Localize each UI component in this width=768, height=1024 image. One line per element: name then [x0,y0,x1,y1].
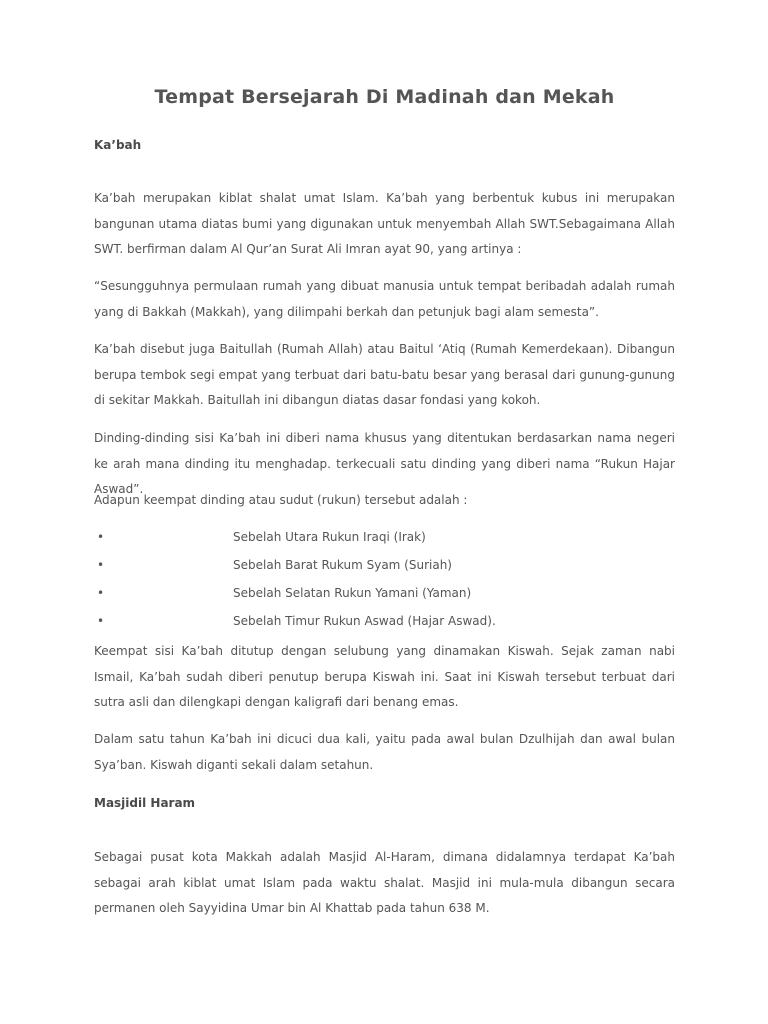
bullet-icon: • [97,614,105,628]
list-item [94,524,675,550]
bullet-icon: • [97,530,105,544]
list-item [94,608,675,634]
list-item [94,552,675,578]
paragraph: Adapun keempat dinding atau sudut (rukun) tersebut adalah : [94,493,468,507]
paragraph: Ka’bah disebut juga Baitullah (Rumah Allah) atau Baitul ‘Atiq (Rumah Kemerdekaan). Dibangun berupa tembok segi empat yang terbuat dari batu-batu besar yang berasal dari gunung-gunung di sekitar Makkah. Baitullah ini dibangun diatas dasar fondasi yang kokoh. [94,342,675,407]
list-item-text: Sebelah Barat Rukum Syam (Suriah) [233,558,452,572]
list-item [94,580,675,606]
paragraph: Sebagai pusat kota Makkah adalah Masjid Al-Haram, dimana didalamnya terdapat Ka’bah sebagai arah kiblat umat Islam pada waktu shalat. Masjid ini mula-mula dibangun secara permanen oleh Sayyidina Umar bin Al Khattab pada tahun 638 M. [94,850,675,915]
bullet-icon: • [97,558,105,572]
paragraph: Dalam satu tahun Ka’bah ini dicuci dua kali, yaitu pada awal bulan Dzulhijah dan awal bulan Sya’ban. Kiswah diganti sekali dalam setahun. [94,732,675,772]
paragraph: “Sesungguhnya permulaan rumah yang dibuat manusia untuk tempat beribadah adalah rumah yang di Bakkah (Makkah), yang dilimpahi berkah dan petunjuk bagi alam semesta”. [94,279,675,319]
list-item-text: Sebelah Utara Rukun Iraqi (Irak) [233,530,426,544]
paragraph: Dinding-dinding sisi Ka’bah ini diberi nama khusus yang ditentukan berdasarkan nama negeri ke arah mana dinding itu menghadap. terkecuali satu dinding yang diberi nama “Rukun Hajar Aswad”. [94,431,675,496]
bullet-icon: • [97,586,105,600]
paragraph: Keempat sisi Ka’bah ditutup dengan selubung yang dinamakan Kiswah. Sejak zaman nabi Ismail, Ka’bah sudah diberi penutup berupa Kiswah ini. Saat ini Kiswah tersebut terbuat dari sutra asli dan dilengkapi dengan kaligrafi dari benang emas. [94,644,675,709]
section-heading-kabah: Ka’bah [94,138,142,152]
list-item-text: Sebelah Selatan Rukun Yamani (Yaman) [233,586,472,600]
list-item-text: Sebelah Timur Rukun Aswad (Hajar Aswad). [233,614,496,628]
document-title: Tempat Bersejarah Di Madinah dan Mekah [154,86,615,108]
paragraph: Ka’bah merupakan kiblat shalat umat Islam. Ka’bah yang berbentuk kubus ini merupakan bangunan utama diatas bumi yang digunakan untuk menyembah Allah SWT.Sebagaimana Allah SWT. berfirman dalam Al Qur’an Surat Ali Imran ayat 90, yang artinya : [94,191,675,256]
section-heading-masjidil-haram: Masjidil Haram [94,796,196,810]
